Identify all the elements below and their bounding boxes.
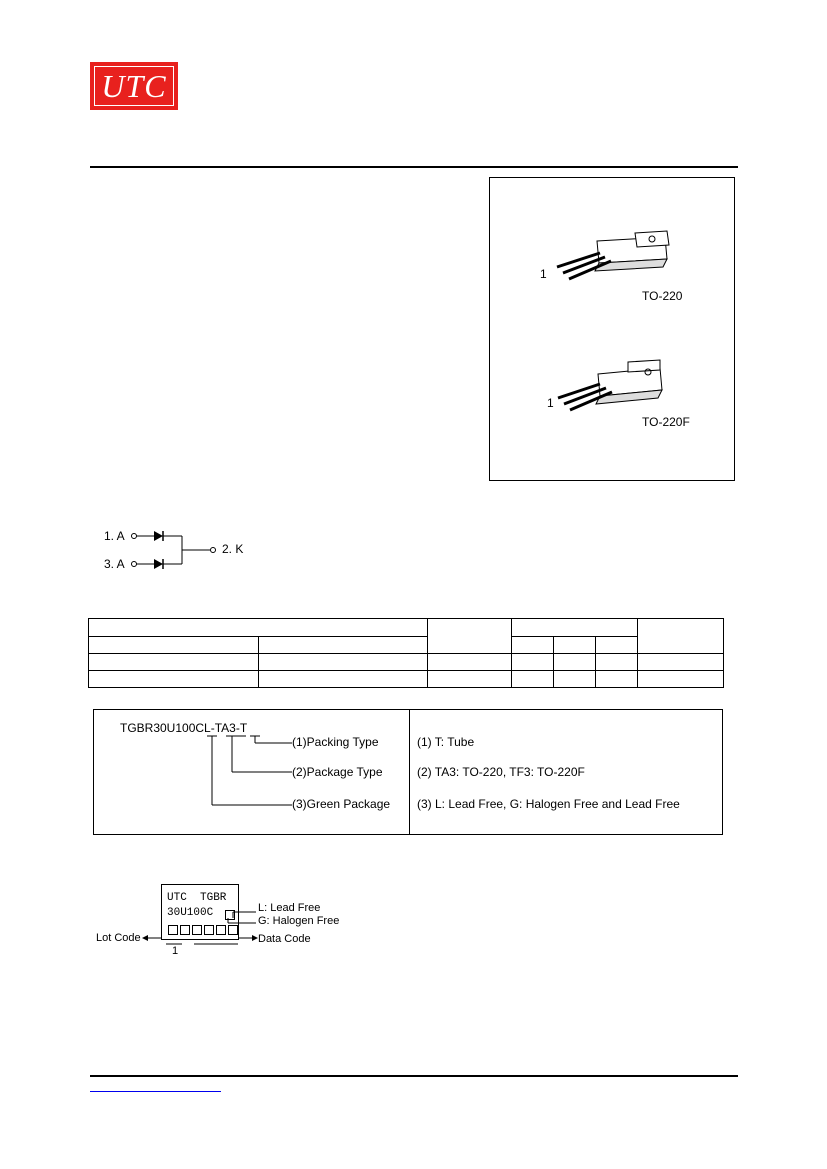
part-decoder-box <box>93 709 723 835</box>
schematic-pin3-label: 3. A <box>104 557 125 571</box>
table-cell <box>428 654 512 671</box>
halogen-free-legend: G: Halogen Free <box>258 915 340 927</box>
table-cell <box>89 671 259 688</box>
table-cell <box>512 671 554 688</box>
table-cell <box>89 654 259 671</box>
field-package-type: (2)Package Type <box>292 765 383 779</box>
table-cell <box>258 654 428 671</box>
to220-package-icon <box>545 223 675 283</box>
marking-arrows <box>140 895 260 955</box>
part-number: TGBR30U100CL-TA3-T <box>120 721 248 735</box>
table-header-pin-1 <box>512 637 554 654</box>
lead-free-legend: L: Lead Free <box>258 902 321 914</box>
decoder-divider <box>409 710 410 834</box>
header-divider <box>90 166 738 168</box>
diode-schematic <box>128 526 224 572</box>
footer-link[interactable] <box>90 1091 221 1092</box>
schematic-pin1-label: 1. A <box>104 529 125 543</box>
logo-text: UTC <box>94 66 174 106</box>
to220f-label: TO-220F <box>642 415 690 429</box>
table-header-pin-assignment <box>512 619 638 637</box>
table-header-lead-free <box>89 637 259 654</box>
marking-line2: 30U100C <box>167 907 214 919</box>
footer-divider <box>90 1075 738 1077</box>
table-cell <box>554 654 596 671</box>
table-cell <box>596 671 638 688</box>
table-header-package <box>428 619 512 654</box>
to220f-package-icon <box>548 354 678 414</box>
desc-packing-type: (1) T: Tube <box>417 735 475 749</box>
desc-green-package: (3) L: Lead Free, G: Halogen Free and Lead Free <box>417 797 680 811</box>
ordering-table <box>88 618 724 688</box>
table-cell <box>428 671 512 688</box>
marking-line1: UTC TGBR <box>167 892 227 904</box>
data-code-label: Data Code <box>258 933 311 945</box>
table-header-ordering-number <box>89 619 428 637</box>
table-cell <box>596 654 638 671</box>
utc-logo <box>90 62 178 110</box>
table-header-packing <box>638 619 724 654</box>
table-header-halogen-free <box>258 637 428 654</box>
marking-pin1-label: 1 <box>172 945 179 957</box>
table-cell <box>638 654 724 671</box>
desc-package-type: (2) TA3: TO-220, TF3: TO-220F <box>417 765 585 779</box>
field-packing-type: (1)Packing Type <box>292 735 379 749</box>
table-cell <box>258 671 428 688</box>
table-header-pin-2 <box>554 637 596 654</box>
table-header-pin-3 <box>596 637 638 654</box>
to220-label: TO-220 <box>642 289 683 303</box>
table-row <box>89 654 724 671</box>
schematic-pin2-label: 2. K <box>222 542 244 556</box>
table-row <box>89 671 724 688</box>
to220f-pin1-label: 1 <box>547 396 554 410</box>
table-cell <box>638 671 724 688</box>
to220-pin1-label: 1 <box>540 267 547 281</box>
package-box <box>489 177 735 481</box>
decoder-leader-lines <box>204 734 294 814</box>
lot-code-label: Lot Code <box>96 932 141 944</box>
field-green-package: (3)Green Package <box>292 797 391 811</box>
table-cell <box>512 654 554 671</box>
table-cell <box>554 671 596 688</box>
